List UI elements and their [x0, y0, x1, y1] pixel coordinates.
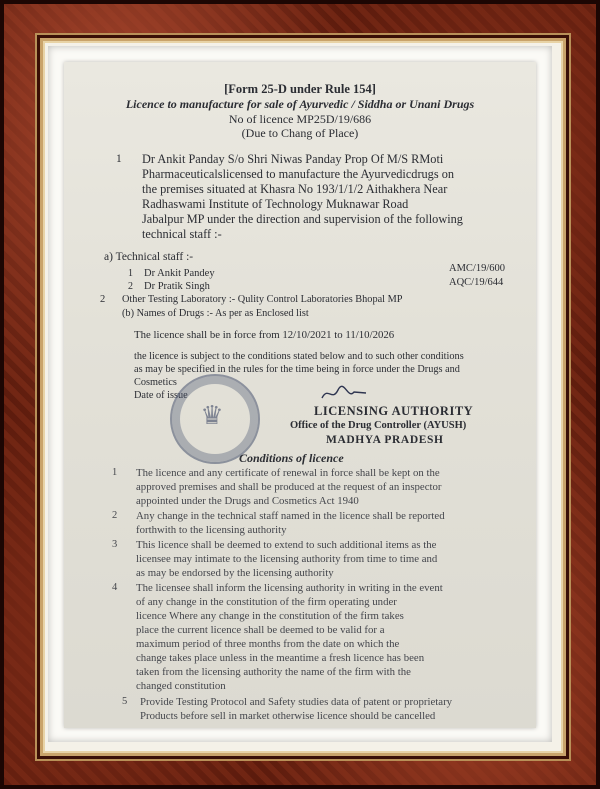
- conditions-heading: Conditions of licence: [239, 451, 344, 465]
- emblem-icon: ♛: [200, 401, 224, 430]
- staff-code: AQC/19/644: [449, 277, 504, 288]
- condition-line: taken from the licensing authority the name of the firm with the: [136, 666, 411, 678]
- names-of-drugs: (b) Names of Drugs :- As per as Enclosed list: [122, 308, 309, 319]
- document-title: Licence to manufacture for sale of Ayurvedic / Siddha or Unani Drugs: [125, 97, 475, 111]
- date-of-issue: Date of issue: [134, 390, 188, 401]
- condition-line: Provide Testing Protocol and Safety studies data of patent or proprietary: [140, 696, 453, 708]
- staff-name: Dr Pratik Singh: [144, 281, 210, 292]
- condition-line: change takes place unless in the meantime a fresh licence has been: [136, 652, 425, 664]
- item1-line: Radhaswami Institute of Technology Muknawar Road: [142, 197, 409, 211]
- condition-line: of any change in the constitution of the firm operating under: [136, 596, 397, 608]
- staff-number: 2: [128, 281, 133, 292]
- condition-line: maximum period of three months from the date on which the: [136, 638, 400, 650]
- item1-line: Dr Ankit Panday S/o Shri Niwas Panday Prop Of M/S RMoti: [142, 152, 444, 166]
- condition-number: 2: [112, 510, 118, 521]
- condition-line: Products before sell in market otherwise licence should be cancelled: [140, 710, 436, 722]
- condition-line: approved premises and shall be produced at the request of an inspector: [136, 481, 442, 493]
- authority-state: MADHYA PRADESH: [326, 434, 444, 446]
- condition-number: 4: [112, 582, 118, 593]
- item-number: 1: [116, 153, 122, 165]
- condition-line: Any change in the technical staff named in the licence shall be reported: [136, 510, 445, 522]
- staff-number: 1: [128, 268, 133, 279]
- condition-line: The licence and any certificate of renewal in force shall be kept on the: [136, 467, 440, 479]
- licensing-authority: LICENSING AUTHORITY: [314, 404, 474, 418]
- condition-line: The licensee shall inform the licensing authority in writing in the event: [136, 582, 443, 594]
- subject-line: Cosmetics: [134, 377, 177, 388]
- condition-line: changed constitution: [136, 680, 226, 692]
- item1-line: technical staff :-: [142, 227, 222, 241]
- staff-name: Dr Ankit Pandey: [144, 268, 215, 279]
- subject-line: as may be specified in the rules for the time being in force under the Drugs and: [134, 364, 460, 375]
- condition-number: 3: [112, 539, 118, 550]
- item1-line: the premises situated at Khasra No 193/1/1/2 Aithakhera Near: [142, 182, 448, 196]
- form-reference: [Form 25-D under Rule 154]: [224, 82, 376, 96]
- item-number: 2: [100, 294, 106, 305]
- testing-laboratory: Other Testing Laboratory :- Qulity Control Laboratories Bhopal MP: [122, 294, 403, 305]
- licence-document: [64, 62, 536, 728]
- signature: [320, 384, 368, 404]
- technical-staff-label: a) Technical staff :-: [104, 251, 194, 263]
- condition-number: 1: [112, 467, 118, 478]
- licence-number: No of licence MP25D/19/686: [228, 112, 372, 126]
- licence-validity: The licence shall be in force from 12/10/2021 to 11/10/2026: [134, 329, 395, 341]
- condition-line: forthwith to the licensing authority: [136, 524, 287, 536]
- item1-line: Jabalpur MP under the direction and supervision of the following: [142, 212, 463, 226]
- authority-office: Office of the Drug Controller (AYUSH): [290, 420, 467, 431]
- condition-line: licence Where any change in the constitution of the firm takes: [136, 610, 404, 622]
- condition-line: as may be endorsed by the licensing authority: [136, 567, 334, 579]
- item1-line: Pharmaceuticalslicensed to manufacture the Ayurvedicdrugs on: [142, 167, 454, 181]
- condition-line: licensee may intimate to the licensing authority from time to time and: [136, 553, 438, 565]
- condition-line: This licence shall be deemed to extend to such additional items as the: [136, 539, 437, 551]
- condition-line: place the current licence shall be deemed to be valid for a: [136, 624, 385, 636]
- condition-number: 5: [122, 696, 128, 707]
- licence-reason: (Due to Chang of Place): [241, 126, 359, 140]
- staff-code: AMC/19/600: [449, 263, 506, 274]
- subject-line: the licence is subject to the conditions stated below and to such other conditions: [134, 351, 464, 362]
- condition-line: appointed under the Drugs and Cosmetics Act 1940: [136, 495, 359, 507]
